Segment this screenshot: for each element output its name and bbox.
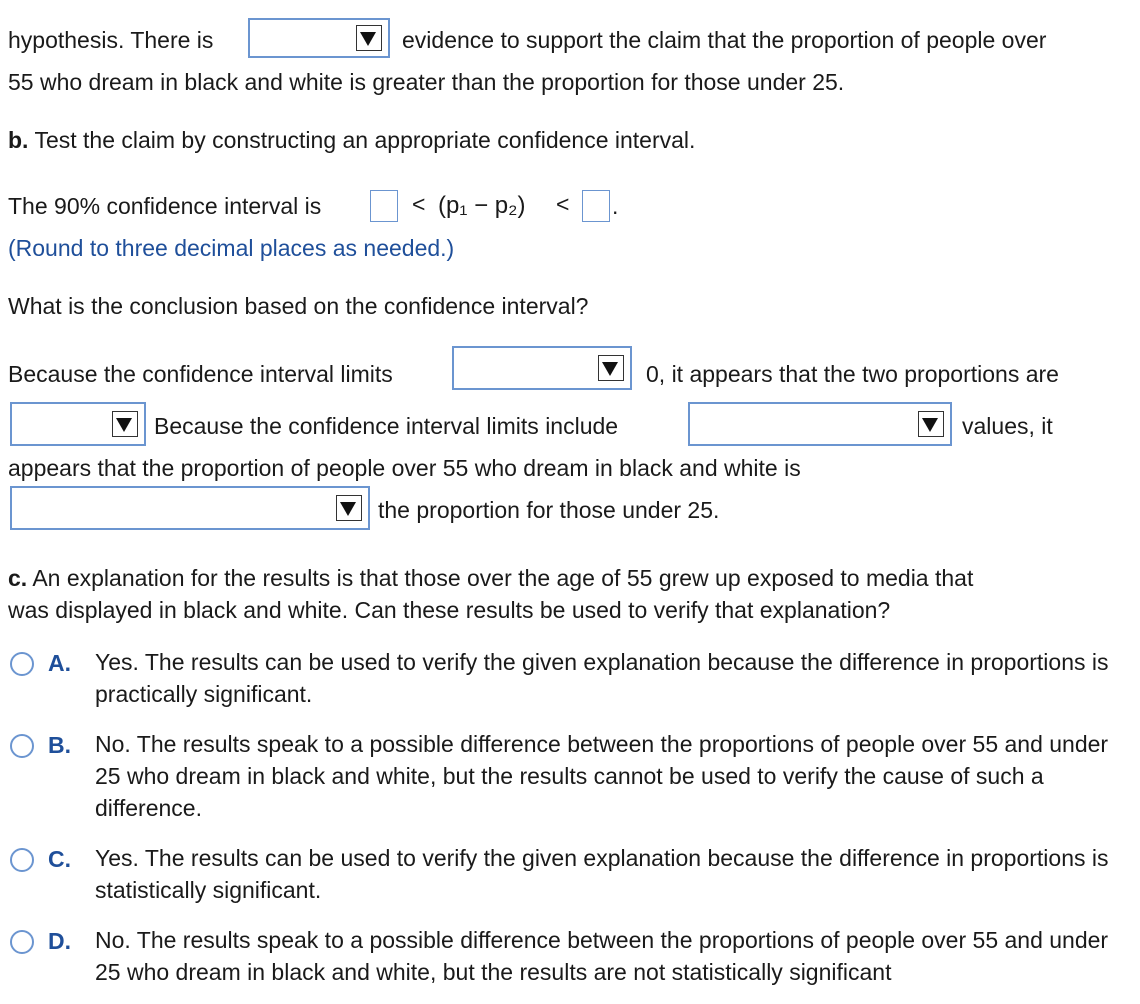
- option-a-letter: A.: [48, 650, 71, 676]
- conclusion-line3: appears that the proportion of people over 55 who dream in black and white is: [8, 455, 801, 481]
- part-b-heading: [8, 126, 695, 154]
- ci-period: .: [612, 193, 619, 219]
- part-c-label: c.: [8, 565, 28, 591]
- option-d-radio[interactable]: [10, 930, 34, 954]
- chevron-down-icon: [112, 411, 138, 437]
- proportions-equality-dropdown[interactable]: [10, 402, 146, 446]
- part-a-line1-suffix: evidence to support the claim that the proportion of people over: [402, 27, 1047, 53]
- part-b-heading-text: Test the claim by constructing an appropriate confidence interval.: [34, 127, 696, 153]
- chevron-down-icon: [336, 495, 362, 521]
- values-sign-dropdown[interactable]: [688, 402, 952, 446]
- conclusion-line1-suffix: 0, it appears that the two proportions are: [646, 361, 1059, 387]
- ci-lower-input[interactable]: [370, 190, 398, 222]
- ci-lt-1: <: [412, 191, 426, 217]
- limits-relation-dropdown[interactable]: [452, 346, 632, 390]
- option-c-text[interactable]: Yes. The results can be used to verify the given explanation because the difference in proportions is statistically significant.: [95, 845, 1109, 903]
- option-b-radio[interactable]: [10, 734, 34, 758]
- part-c-question-line1: [8, 564, 973, 592]
- option-c-letter: C.: [48, 846, 71, 872]
- proportion-comparison-dropdown[interactable]: [10, 486, 370, 530]
- round-note: (Round to three decimal places as needed.): [8, 235, 455, 261]
- part-a-line2: 55 who dream in black and white is greater than the proportion for those under 25.: [8, 69, 845, 95]
- option-d-letter: D.: [48, 928, 71, 954]
- conclusion-line2-middle: Because the confidence interval limits include: [154, 413, 619, 439]
- option-b-text[interactable]: No. The results speak to a possible difference between the proportions of people over 55 and under 25 who dream in black and white, but the results cannot be used to verify the cause of such a difference.: [95, 731, 1109, 821]
- conclusion-line1-prefix: Because the confidence interval limits: [8, 361, 393, 387]
- conclusion-question: What is the conclusion based on the confidence interval?: [8, 293, 589, 319]
- chevron-down-icon: [356, 25, 382, 51]
- option-a-radio[interactable]: [10, 652, 34, 676]
- part-b-label: b.: [8, 127, 29, 153]
- ci-lt-2: <: [556, 191, 570, 217]
- part-a-line1-prefix: hypothesis. There is: [8, 27, 214, 53]
- conclusion-line4-suffix: the proportion for those under 25.: [378, 497, 720, 523]
- ci-prefix: The 90% confidence interval is: [8, 193, 322, 219]
- option-b-letter: B.: [48, 732, 71, 758]
- ci-expression: (p₁ − p₂): [438, 192, 526, 219]
- part-c-question-line2: was displayed in black and white. Can these results be used to verify that explanation?: [8, 597, 891, 623]
- option-d-text[interactable]: No. The results speak to a possible difference between the proportions of people over 55 and under 25 who dream in black and white, but the results are not statistically significant: [95, 927, 1109, 985]
- part-c-question-text: An explanation for the results is that those over the age of 55 grew up exposed to media that: [32, 565, 974, 591]
- option-c-radio[interactable]: [10, 848, 34, 872]
- evidence-dropdown[interactable]: [248, 18, 390, 58]
- chevron-down-icon: [598, 355, 624, 381]
- chevron-down-icon: [918, 411, 944, 437]
- option-a-text[interactable]: Yes. The results can be used to verify the given explanation because the difference in proportions is practically significant.: [95, 649, 1109, 707]
- ci-upper-input[interactable]: [582, 190, 610, 222]
- conclusion-line2-suffix: values, it: [962, 413, 1053, 439]
